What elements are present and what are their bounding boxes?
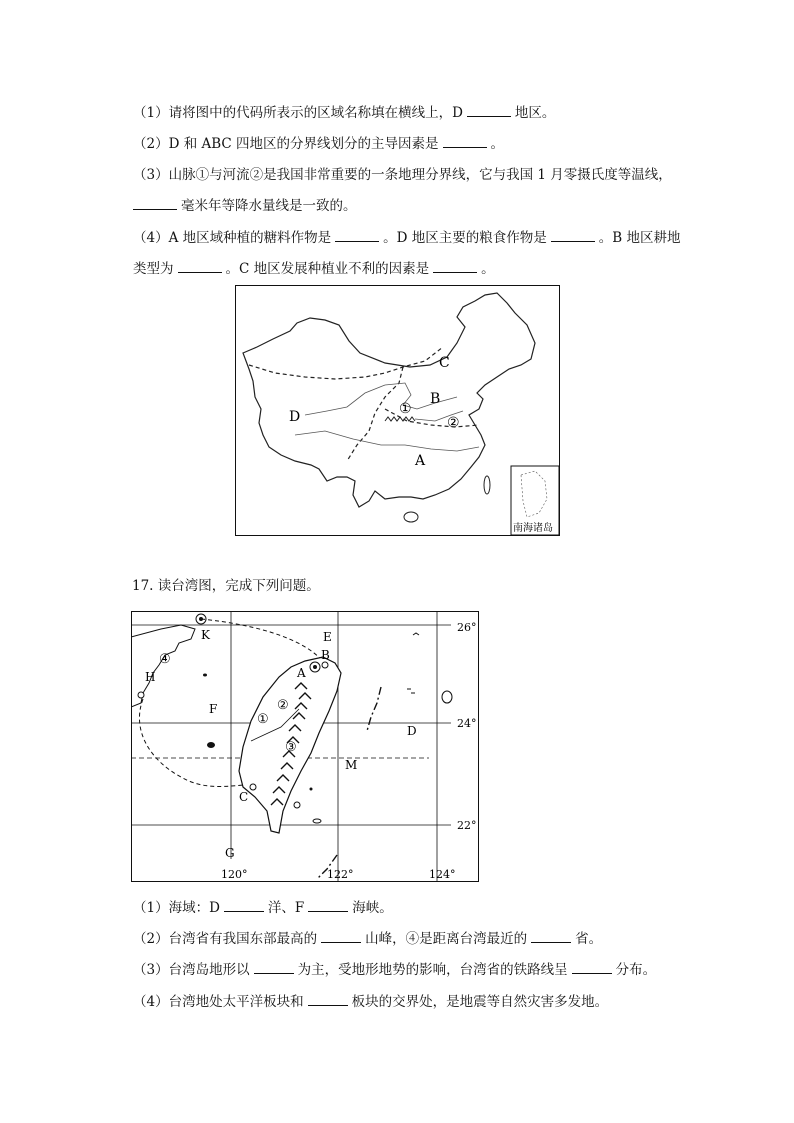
taiwan-map [131,611,479,883]
label-c4: ④ [159,652,171,667]
penghu-islands [207,742,215,748]
label-M: M [345,758,358,772]
city-H-marker [138,692,144,698]
q16-part3: （3）山脉①与河流②是我国非常重要的一条地理分界线，它与我国 1 月零摄氏度等温线， [133,167,672,183]
label-c2: ② [277,698,289,713]
label-A: A [297,666,306,680]
answer-blank[interactable] [178,260,222,273]
q16-part4-cont: 类型为 。C 地区发展种植业不利的因素是 。 [133,261,495,277]
inset-label: 南海诸岛 [513,523,553,534]
label-c3: ③ [285,740,297,755]
label-mountain-1: ① [399,401,412,417]
q16-part3-cont: 毫米年等降水量线是一致的。 [133,197,357,215]
answer-blank[interactable] [254,961,294,974]
q17-part4: （4）台湾地处太平洋板块和 板块的交界处，是地震等自然灾害多发地。 [133,994,609,1010]
lat-26: 26° [457,621,477,634]
china-map [235,285,560,536]
q17-part2: （2）台湾省有我国东部最高的 山峰，④是距离台湾最近的 省。 [133,931,603,947]
label-E: E [323,630,332,644]
label-C: C [439,355,450,371]
lon-124: 124° [429,868,456,881]
lon-122: 122° [327,868,354,881]
answer-blank[interactable] [551,229,595,242]
q17-part3: （3）台湾岛地形以 为主，受地形地势的影响，台湾省的铁路线呈 分布。 [133,962,657,978]
city-B-marker [322,662,328,668]
q17-part1: （1）海域：D 洋、F 海峡。 [133,900,393,916]
q17-title: 17. 读台湾图，完成下列问题。 [132,578,320,594]
label-K: K [201,628,210,642]
city-C-marker [250,784,256,790]
label-D: D [289,409,301,425]
answer-blank[interactable] [335,229,379,242]
q16-part4: （4）A 地区域种植的糖料作物是 。D 地区主要的粮食作物是 。B 地区耕地 [133,230,681,246]
answer-blank[interactable] [321,930,361,943]
answer-blank[interactable] [133,197,177,210]
answer-blank[interactable] [467,104,511,117]
label-A: A [415,453,426,469]
q16-part2: （2）D 和 ABC 四地区的分界线划分的主导因素是 。 [133,136,505,152]
label-B: B [430,391,441,407]
label-H: H [145,670,156,684]
label-G: G [225,846,235,860]
lat-24: 24° [457,717,477,730]
lon-120: 120° [221,868,248,881]
answer-blank[interactable] [308,993,348,1006]
answer-blank[interactable] [531,930,571,943]
label-F: F [209,702,218,716]
answer-blank[interactable] [433,260,477,273]
label-C: C [239,790,249,804]
answer-blank[interactable] [572,961,612,974]
lat-22: 22° [457,819,477,832]
label-B: B [321,648,330,662]
answer-blank[interactable] [224,899,264,912]
answer-blank[interactable] [443,135,487,148]
answer-blank[interactable] [308,899,348,912]
label-river-2: ② [447,415,460,431]
q16-part1: （1）请将图中的代码所表示的区域名称填在横线上，D 地区。 [133,105,556,121]
label-D: D [407,724,417,738]
label-c1: ① [257,712,269,727]
